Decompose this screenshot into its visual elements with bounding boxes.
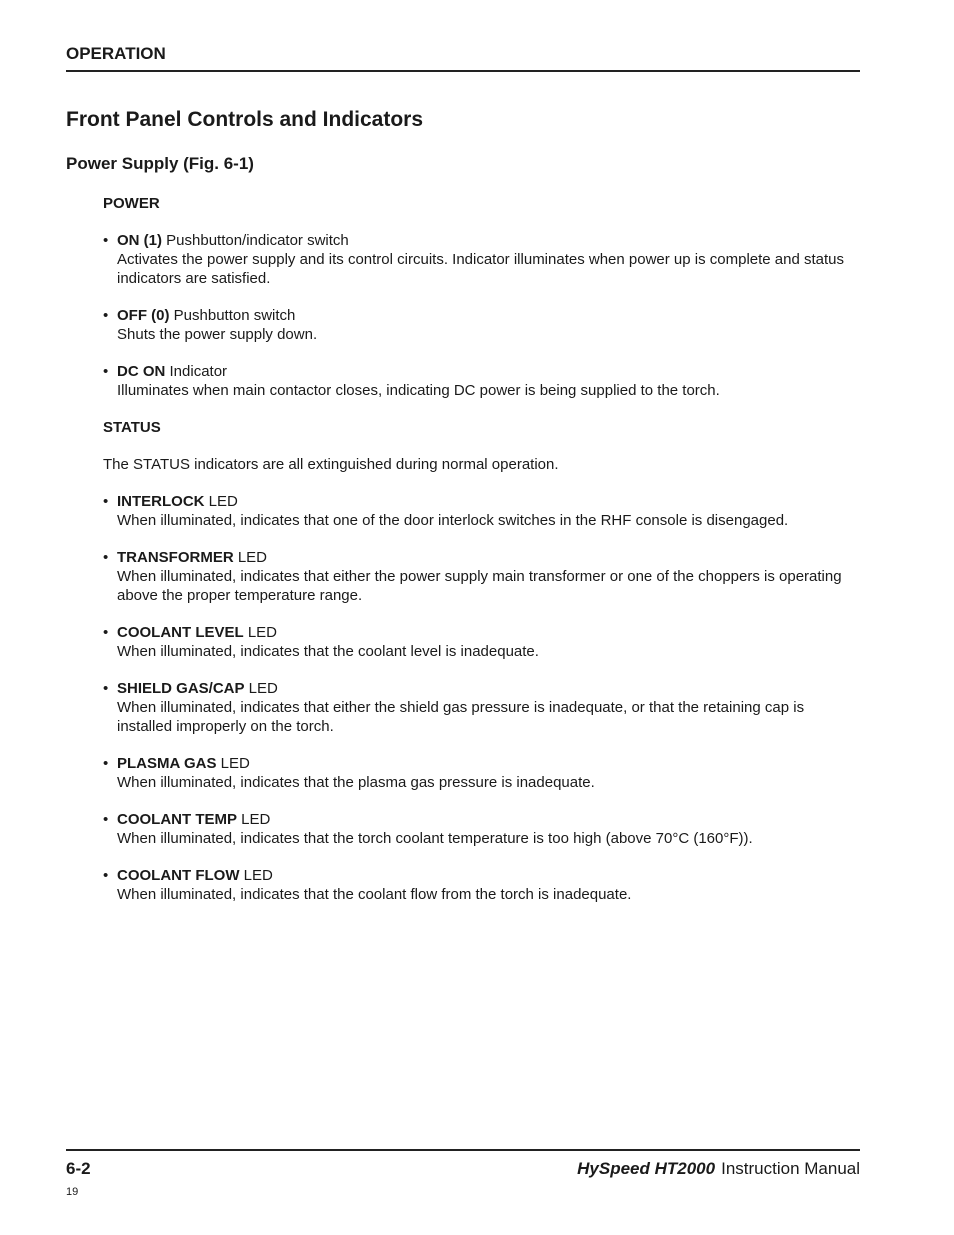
status-item-plasma-gas [103, 754, 860, 792]
status-item-transformer [103, 548, 860, 605]
page-subtitle: Power Supply (Fig. 6-1) [66, 154, 254, 173]
item-description: When illuminated, indicates that one of the door interlock switches in the RHF console is disengaged. [117, 512, 789, 529]
status-item-coolant-level [103, 623, 860, 661]
item-description: Shuts the power supply down. [117, 326, 318, 343]
item-type: LED [216, 755, 250, 772]
item-description: When illuminated, indicates that either the power supply main transformer or one of the choppers is operating above the proper temperature range. [117, 568, 842, 604]
power-heading: POWER [103, 195, 160, 212]
status-heading: STATUS [103, 419, 161, 436]
item-name: ON (1) [117, 232, 162, 249]
bullet: • [103, 867, 109, 884]
page-number: 6-2 [66, 1159, 91, 1178]
bullet: • [103, 680, 109, 697]
bullet: • [103, 493, 109, 510]
item-type: LED [237, 811, 271, 828]
item-name: INTERLOCK [117, 493, 205, 510]
bullet: • [103, 232, 109, 249]
item-type: LED [204, 493, 238, 510]
manual-title [577, 1159, 860, 1179]
item-type: LED [243, 624, 278, 641]
item-name: SHIELD GAS/CAP [117, 680, 245, 697]
status-item-coolant-flow [103, 866, 860, 904]
item-description: When illuminated, indicates that either the shield gas pressure is inadequate, or that the retaining cap is installed improperly on the torch. [117, 699, 805, 735]
item-description: When illuminated, indicates that the coolant flow from the torch is inadequate. [117, 886, 632, 903]
item-description: When illuminated, indicates that the plasma gas pressure is inadequate. [117, 774, 595, 791]
item-description: When illuminated, indicates that the coolant level is inadequate. [117, 643, 539, 660]
item-type: LED [244, 680, 278, 697]
item-name: PLASMA GAS [117, 755, 217, 772]
item-type: Pushbutton/indicator switch [162, 232, 349, 249]
item-name: DC ON [117, 363, 166, 380]
item-name: COOLANT LEVEL [117, 624, 244, 641]
header-rule [66, 70, 860, 72]
status-item-shield-gas-cap [103, 679, 860, 736]
page-title: Front Panel Controls and Indicators [66, 108, 424, 131]
footer-rule [66, 1149, 860, 1151]
bullet: • [103, 307, 109, 324]
sheet-number: 19 [66, 1186, 79, 1198]
status-intro: The STATUS indicators are all extinguished during normal operation. [103, 456, 559, 473]
power-item-off [103, 306, 860, 344]
status-item-interlock [103, 492, 860, 530]
item-type: Pushbutton switch [169, 307, 296, 324]
item-type: Indicator [165, 363, 228, 380]
bullet: • [103, 811, 109, 828]
power-item-dc-on [103, 362, 860, 400]
bullet: • [103, 363, 109, 380]
bullet: • [103, 755, 109, 772]
item-description: Illuminates when main contactor closes, indicating DC power is being supplied to the torch. [117, 382, 720, 399]
bullet: • [103, 624, 109, 641]
item-name: OFF (0) [117, 307, 170, 324]
power-item-on [103, 231, 860, 288]
item-name: TRANSFORMER [117, 549, 234, 566]
bullet: • [103, 549, 109, 566]
item-description: When illuminated, indicates that the torch coolant temperature is too high (above 70°C (160°F)). [117, 830, 753, 847]
content-body [103, 194, 860, 922]
manual-label: Instruction Manual [721, 1159, 860, 1178]
item-type: LED [239, 867, 273, 884]
item-name: COOLANT TEMP [117, 811, 237, 828]
item-name: COOLANT FLOW [117, 867, 240, 884]
item-type: LED [233, 549, 268, 566]
status-item-coolant-temp [103, 810, 860, 848]
product-name: HySpeed HT2000 [577, 1159, 716, 1178]
item-description: Activates the power supply and its control circuits. Indicator illuminates when power up is complete and status indicators are satisfied. [117, 251, 845, 287]
section-header: OPERATION [66, 44, 166, 63]
